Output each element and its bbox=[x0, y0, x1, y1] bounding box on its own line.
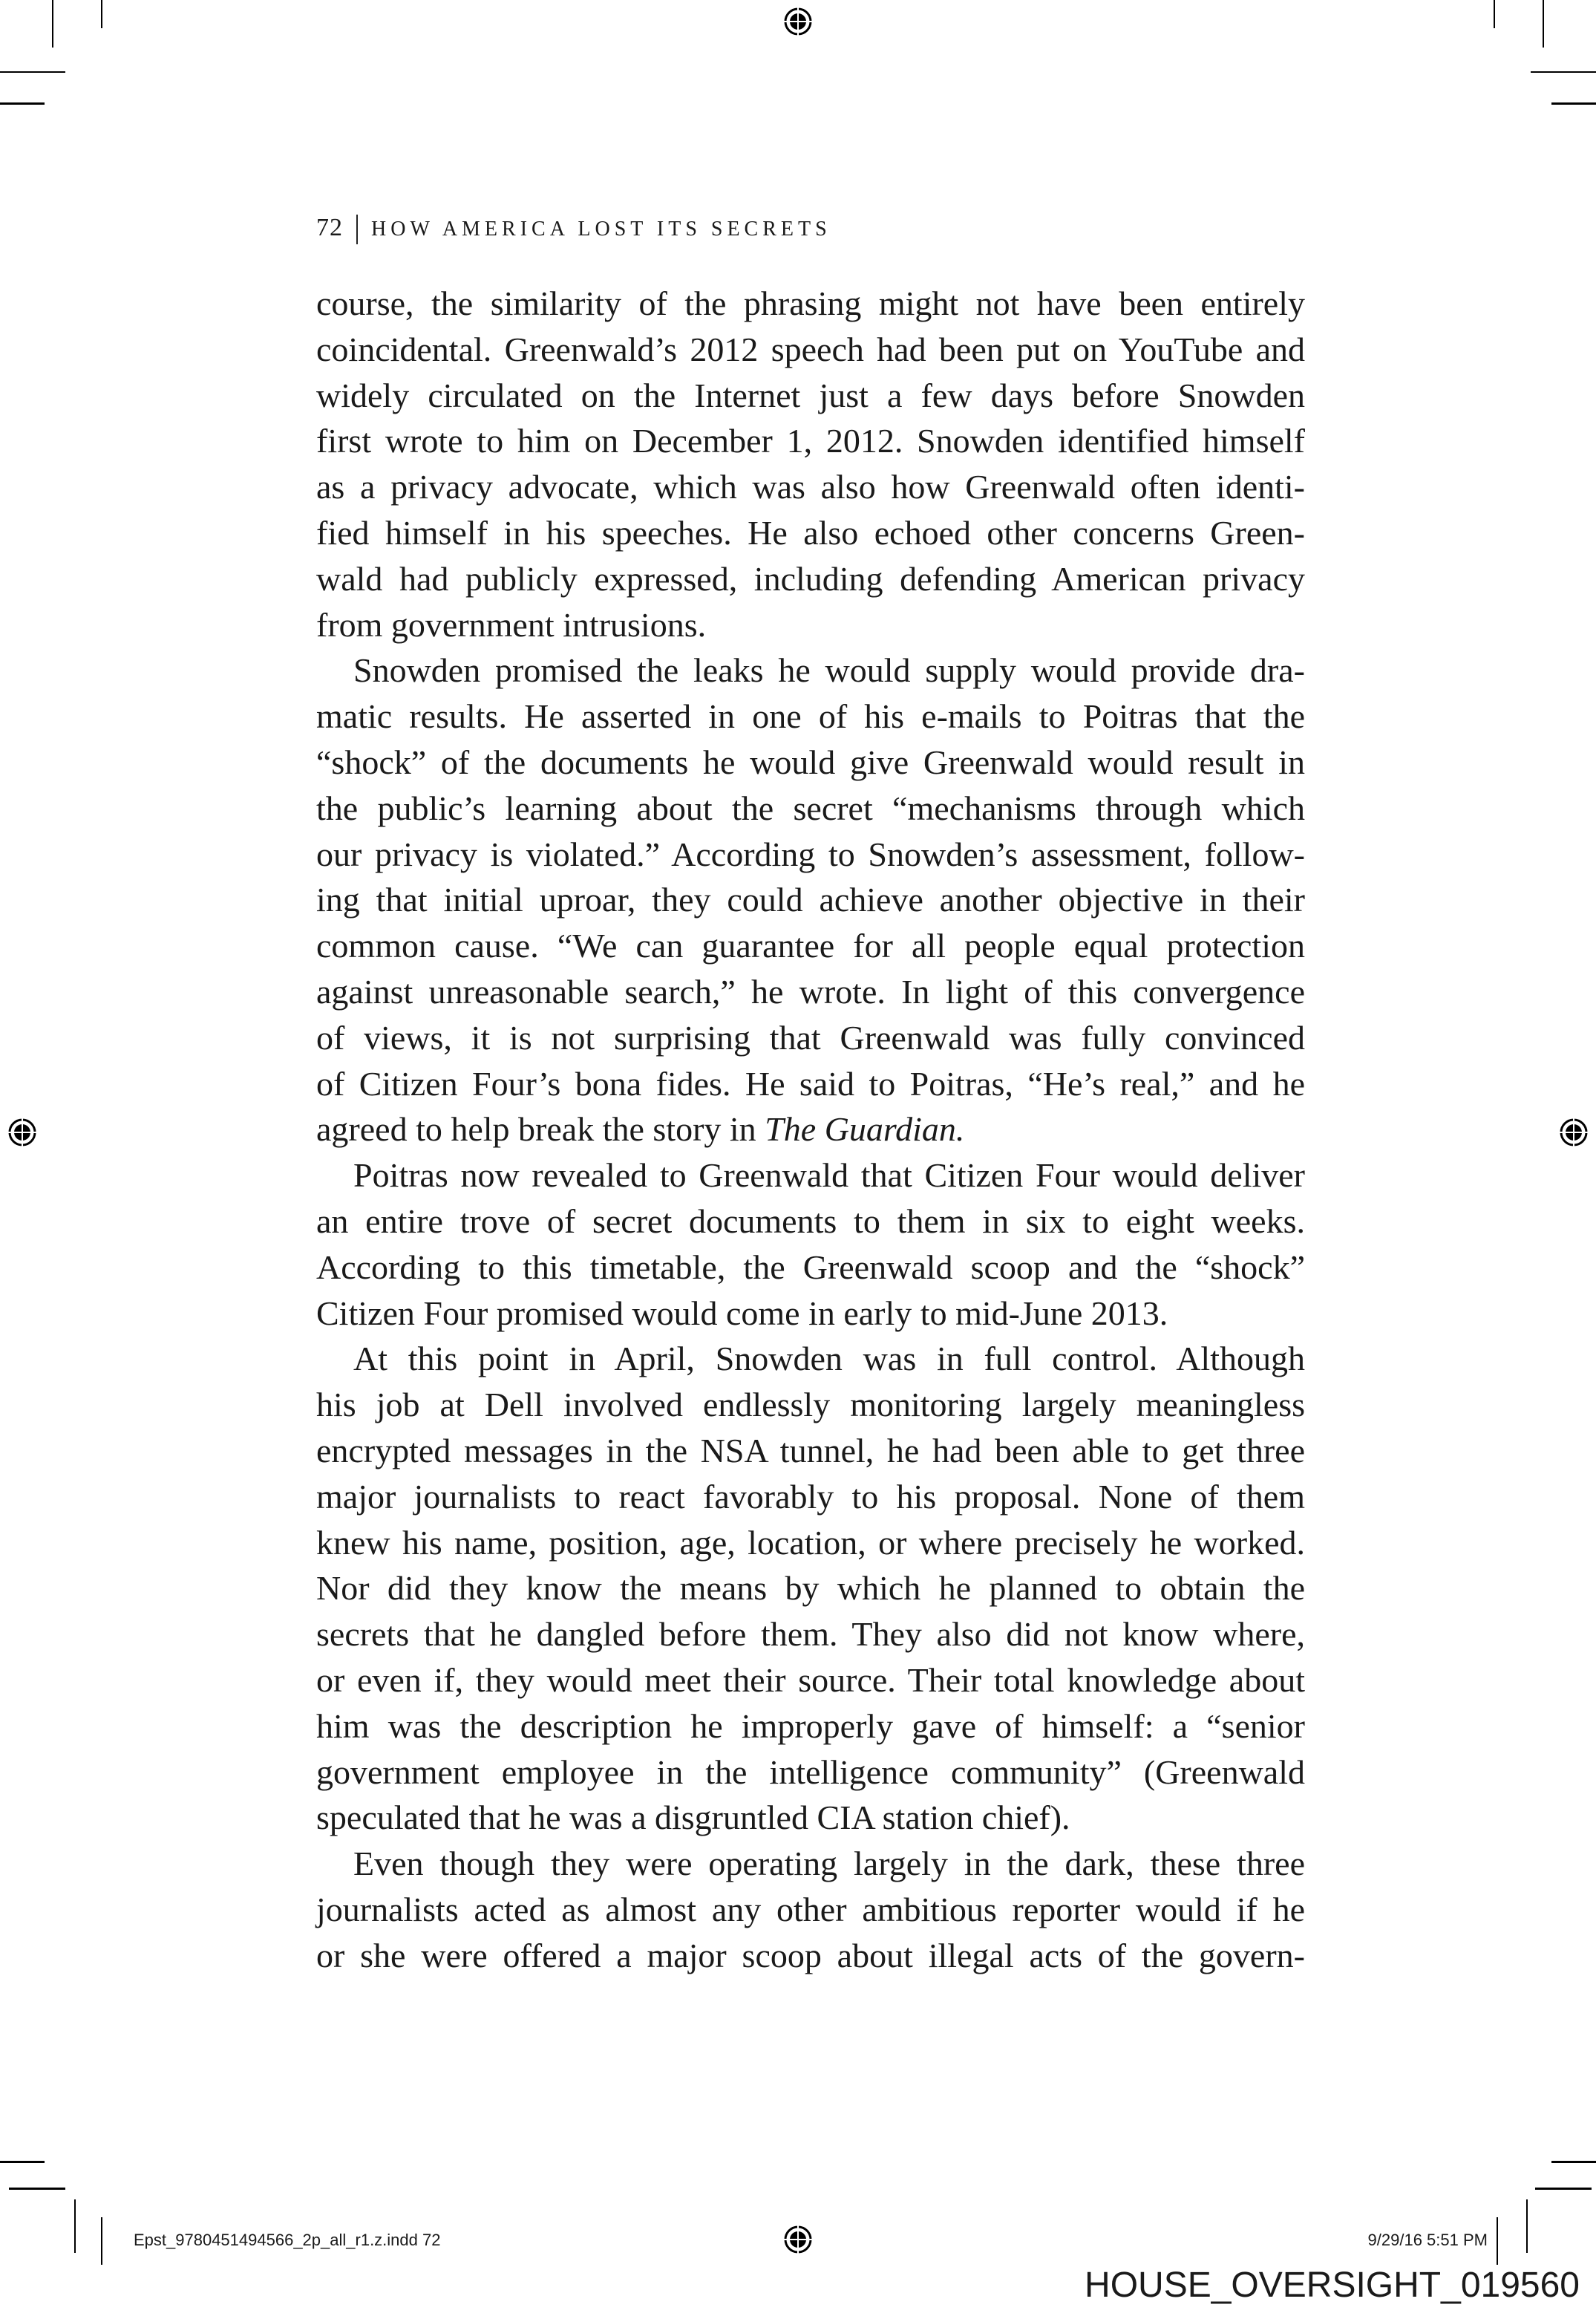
crop-mark bbox=[9, 2188, 65, 2190]
crop-mark bbox=[101, 2217, 102, 2265]
crop-mark bbox=[1497, 2217, 1498, 2265]
text-line bbox=[316, 1795, 1305, 1841]
text-line bbox=[316, 832, 1305, 878]
text-line-content: the public’s learning about the secret “mechanisms through which bbox=[316, 789, 1305, 827]
text-line bbox=[316, 602, 1305, 648]
text-line-content: or she were offered a major scoop about illegal acts of the govern- bbox=[316, 1936, 1305, 1974]
text-line-content: as a privacy advocate, which was also how Greenwald often identi- bbox=[316, 468, 1305, 506]
text-line bbox=[316, 1291, 1305, 1337]
text-line bbox=[316, 418, 1305, 464]
crop-mark bbox=[101, 0, 102, 28]
text-line bbox=[316, 1152, 1305, 1198]
text-line-content: our privacy is violated.” According to Snowden’s assessment, follow- bbox=[316, 835, 1305, 873]
book-title: HOW AMERICA LOST ITS SECRETS bbox=[371, 218, 831, 241]
crop-mark bbox=[1494, 0, 1495, 28]
text-line bbox=[316, 373, 1305, 419]
crop-mark bbox=[52, 0, 53, 48]
text-line bbox=[316, 510, 1305, 556]
text-line bbox=[316, 327, 1305, 373]
text-line bbox=[316, 1061, 1305, 1107]
text-line-content: Citizen Four promised would come in early to mid-June 2013. bbox=[316, 1294, 1168, 1332]
text-line bbox=[316, 281, 1305, 327]
crop-mark bbox=[74, 2199, 76, 2253]
text-line bbox=[316, 694, 1305, 740]
text-line-content: him was the description he improperly gave of himself: a “senior bbox=[316, 1706, 1305, 1745]
text-line bbox=[316, 1245, 1305, 1291]
text-line-content: encrypted messages in the NSA tunnel, he had been able to get three bbox=[316, 1431, 1305, 1469]
text-line bbox=[316, 877, 1305, 923]
text-line-content: Poitras now revealed to Greenwald that Citizen Four would deliver bbox=[353, 1156, 1305, 1195]
header-divider bbox=[356, 215, 358, 244]
crop-mark bbox=[1551, 2161, 1596, 2163]
text-line-content: or even if, they would meet their source. Their total knowledge about bbox=[316, 1660, 1305, 1699]
crop-mark bbox=[0, 71, 65, 73]
text-line bbox=[316, 464, 1305, 510]
crop-mark bbox=[1526, 2199, 1528, 2253]
text-line-content: of views, it is not surprising that Greenwald was fully convinced bbox=[316, 1018, 1305, 1057]
italic-title: The Guardian. bbox=[765, 1110, 965, 1149]
running-head bbox=[316, 214, 831, 244]
text-line-content: matic results. He asserted in one of his e-mails to Poitras that the bbox=[316, 697, 1305, 736]
crop-mark bbox=[0, 2161, 45, 2163]
text-line-content: from government intrusions. bbox=[316, 605, 707, 644]
text-line bbox=[316, 1657, 1305, 1703]
text-line-content: first wrote to him on December 1, 2012. Snowden identified himself bbox=[316, 422, 1305, 460]
text-line-content: course, the similarity of the phrasing might not have been entirely bbox=[316, 284, 1305, 322]
text-line bbox=[316, 1198, 1305, 1245]
slug-date: 9/29/16 5:51 PM bbox=[1367, 2231, 1488, 2249]
text-line-content: widely circulated on the Internet just a few days before Snowden bbox=[316, 376, 1305, 414]
text-line-content: According to this timetable, the Greenwald scoop and the “shock” bbox=[316, 1247, 1305, 1286]
text-line-content: of Citizen Four’s bona fides. He said to Poitras, “He’s real,” and he bbox=[316, 1064, 1305, 1103]
crop-mark bbox=[1535, 2188, 1592, 2190]
text-line-content: knew his name, position, age, location, or where precisely he worked. bbox=[316, 1523, 1305, 1562]
text-line-content: Nor did they know the means by which he planned to obtain the bbox=[316, 1569, 1305, 1608]
registration-mark-icon bbox=[7, 1118, 37, 1147]
text-line bbox=[316, 1841, 1305, 1887]
crop-mark bbox=[1551, 102, 1596, 105]
text-line bbox=[316, 647, 1305, 694]
text-line-content: his job at Dell involved endlessly monitoring largely meaningless bbox=[316, 1386, 1305, 1424]
text-line bbox=[316, 1565, 1305, 1611]
text-line-content: “shock” of the documents he would give Greenwald would result in bbox=[316, 743, 1305, 781]
text-line-content: secrets that he dangled before them. They also did not know where, bbox=[316, 1615, 1305, 1654]
text-line bbox=[316, 1520, 1305, 1566]
text-line bbox=[316, 740, 1305, 786]
text-line-content: against unreasonable search,” he wrote. In light of this convergence bbox=[316, 972, 1305, 1011]
registration-mark-icon bbox=[1559, 1118, 1589, 1147]
text-line bbox=[316, 1336, 1305, 1382]
text-line-content: journalists acted as almost any other ambitious reporter would if he bbox=[316, 1890, 1305, 1928]
text-line bbox=[316, 786, 1305, 832]
text-line bbox=[316, 1887, 1305, 1933]
text-line bbox=[316, 1428, 1305, 1474]
registration-mark-icon bbox=[783, 7, 813, 36]
crop-mark bbox=[1531, 71, 1596, 73]
crop-mark bbox=[0, 102, 45, 105]
text-line-content: At this point in April, Snowden was in full control. Although bbox=[353, 1340, 1305, 1378]
text-line bbox=[316, 923, 1305, 969]
text-line-content: fied himself in his speeches. He also echoed other concerns Green- bbox=[316, 513, 1305, 552]
text-line bbox=[316, 1106, 1305, 1152]
text-line-content: an entire trove of secret documents to them in six to eight weeks. bbox=[316, 1201, 1305, 1240]
text-line-content: ing that initial uproar, they could achieve another objective in their bbox=[316, 881, 1305, 919]
bates-number: HOUSE_OVERSIGHT_019560 bbox=[1085, 2266, 1580, 2305]
text-line bbox=[316, 1749, 1305, 1795]
body-text bbox=[316, 281, 1305, 1978]
text-line-content: wald had publicly expressed, including defending American privacy bbox=[316, 559, 1305, 598]
text-line bbox=[316, 1933, 1305, 1979]
text-line bbox=[316, 556, 1305, 602]
text-line-content: coincidental. Greenwald’s 2012 speech had been put on YouTube and bbox=[316, 330, 1305, 368]
text-line bbox=[316, 1703, 1305, 1749]
text-line-content: agreed to help break the story in bbox=[316, 1110, 765, 1149]
text-line-content: speculated that he was a disgruntled CIA station chief). bbox=[316, 1798, 1070, 1837]
slug-file-name: Epst_9780451494566_2p_all_r1.z.indd 72 bbox=[134, 2231, 441, 2249]
text-line-content: major journalists to react favorably to his proposal. None of them bbox=[316, 1477, 1305, 1516]
text-line-content: common cause. “We can guarantee for all people equal protection bbox=[316, 927, 1305, 965]
page-number: 72 bbox=[316, 214, 343, 241]
text-line bbox=[316, 1382, 1305, 1428]
registration-mark-icon bbox=[783, 2225, 813, 2254]
text-line-content: Snowden promised the leaks he would supply would provide dra- bbox=[353, 651, 1305, 690]
text-line-content: government employee in the intelligence community” (Greenwald bbox=[316, 1752, 1305, 1791]
text-line bbox=[316, 1474, 1305, 1520]
text-line bbox=[316, 1015, 1305, 1061]
text-line bbox=[316, 1611, 1305, 1657]
text-line-content: Even though they were operating largely in the dark, these three bbox=[353, 1844, 1305, 1883]
crop-mark bbox=[1543, 0, 1544, 48]
text-line bbox=[316, 969, 1305, 1015]
